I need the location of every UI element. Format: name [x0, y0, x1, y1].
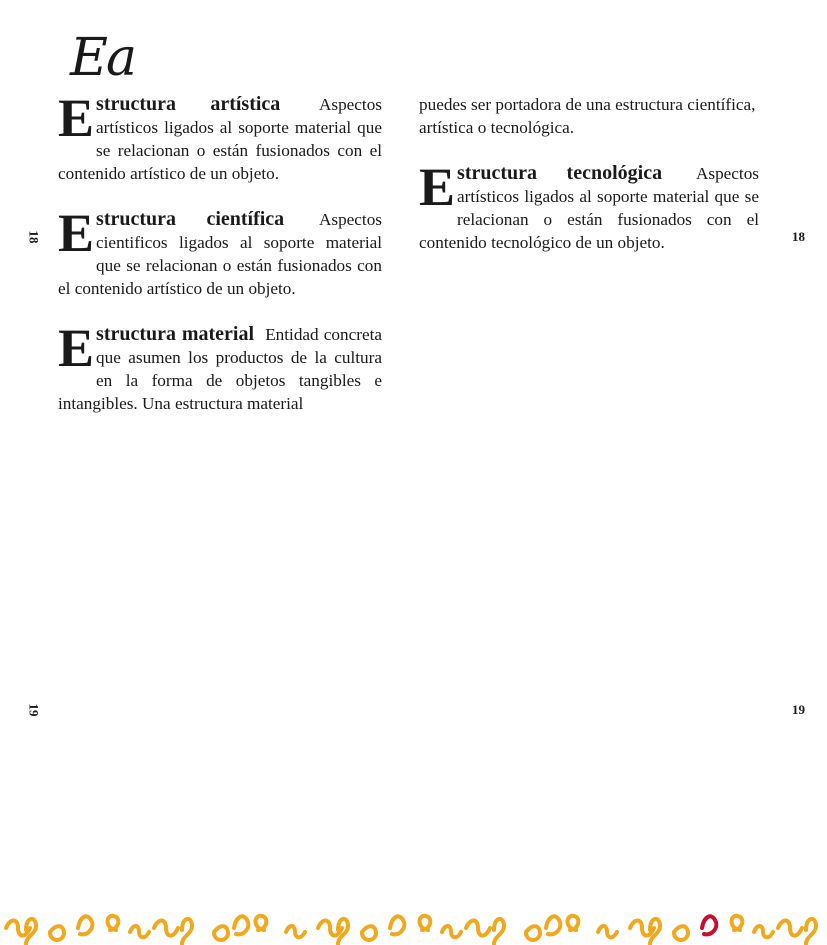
ornament-glyph — [546, 916, 560, 934]
ornament-glyph — [390, 916, 404, 934]
ornament-glyph — [154, 921, 178, 936]
glossary-definition: Aspectos cientificos ligados al soporte material que se relacionan o están fusionados con el contenido artístico de un objeto. — [58, 210, 382, 298]
ornament-glyph — [778, 921, 802, 936]
page-number: 18 — [792, 229, 805, 244]
glossary-entry — [58, 88, 382, 185]
dropcap: E — [58, 203, 95, 263]
glossary-entry — [58, 318, 382, 415]
ornament-glyph — [754, 926, 773, 937]
glossary-term: structura material — [96, 323, 255, 345]
monogram-text: Ea — [70, 28, 135, 88]
glossary-term: structura artística — [96, 93, 281, 115]
ornament-glyph — [234, 916, 248, 934]
continuation-text: puedes ser portadora de una estructura científica, artística o tecnológica. — [419, 95, 756, 137]
ornament-glyph — [50, 926, 64, 940]
ornament-glyph — [78, 916, 92, 934]
ornament-glyph — [108, 916, 119, 930]
ornament-glyph — [526, 926, 540, 940]
ornament-glyph — [362, 926, 376, 940]
ornament-glyph — [494, 919, 504, 944]
ornament-glyph — [598, 926, 617, 937]
glossary-definition: Aspectos artísticos ligados al soporte material que se relacionan o están fusionados con el contenido artístico de un objeto. — [58, 95, 382, 183]
page-number: 19 — [26, 703, 42, 717]
glossary-definition: Aspectos artísticos ligados al soporte material que se relacionan o están fusionados con el contenido tecnológico de un objeto. — [419, 164, 759, 252]
dropcap: E — [419, 157, 456, 217]
page-number: 19 — [792, 702, 805, 717]
ornament-glyph — [732, 916, 743, 930]
ornament-glyph — [286, 926, 305, 937]
calligraphy-ornament-border — [0, 900, 827, 945]
ornament-glyph — [214, 926, 228, 940]
ornament-glyph — [674, 926, 688, 940]
ornament-glyph — [420, 916, 431, 930]
ornament-glyph — [702, 916, 716, 934]
ornament-glyph — [806, 919, 816, 944]
ornament-glyph — [182, 919, 192, 944]
glossary-entry — [58, 203, 382, 300]
right-column — [419, 93, 759, 277]
ornament-glyph — [130, 926, 149, 937]
ornament-glyph — [466, 921, 490, 936]
ornament-glyph — [442, 926, 461, 937]
glossary-entry — [419, 157, 759, 254]
page-number: 18 — [26, 230, 42, 244]
ornament-glyph — [568, 916, 579, 930]
glossary-term: structura científica — [96, 208, 285, 230]
glossary-definition: Entidad concreta que asumen los productos de la cultura en la forma de objetos tangibles e intangibles. Una estructura material — [58, 325, 382, 413]
dropcap: E — [58, 88, 95, 148]
ornament-glyph — [256, 916, 267, 930]
glossary-term: structura tecnológica — [457, 162, 663, 184]
left-column — [58, 88, 382, 438]
dropcap: E — [58, 318, 95, 378]
section-monogram — [70, 28, 135, 88]
